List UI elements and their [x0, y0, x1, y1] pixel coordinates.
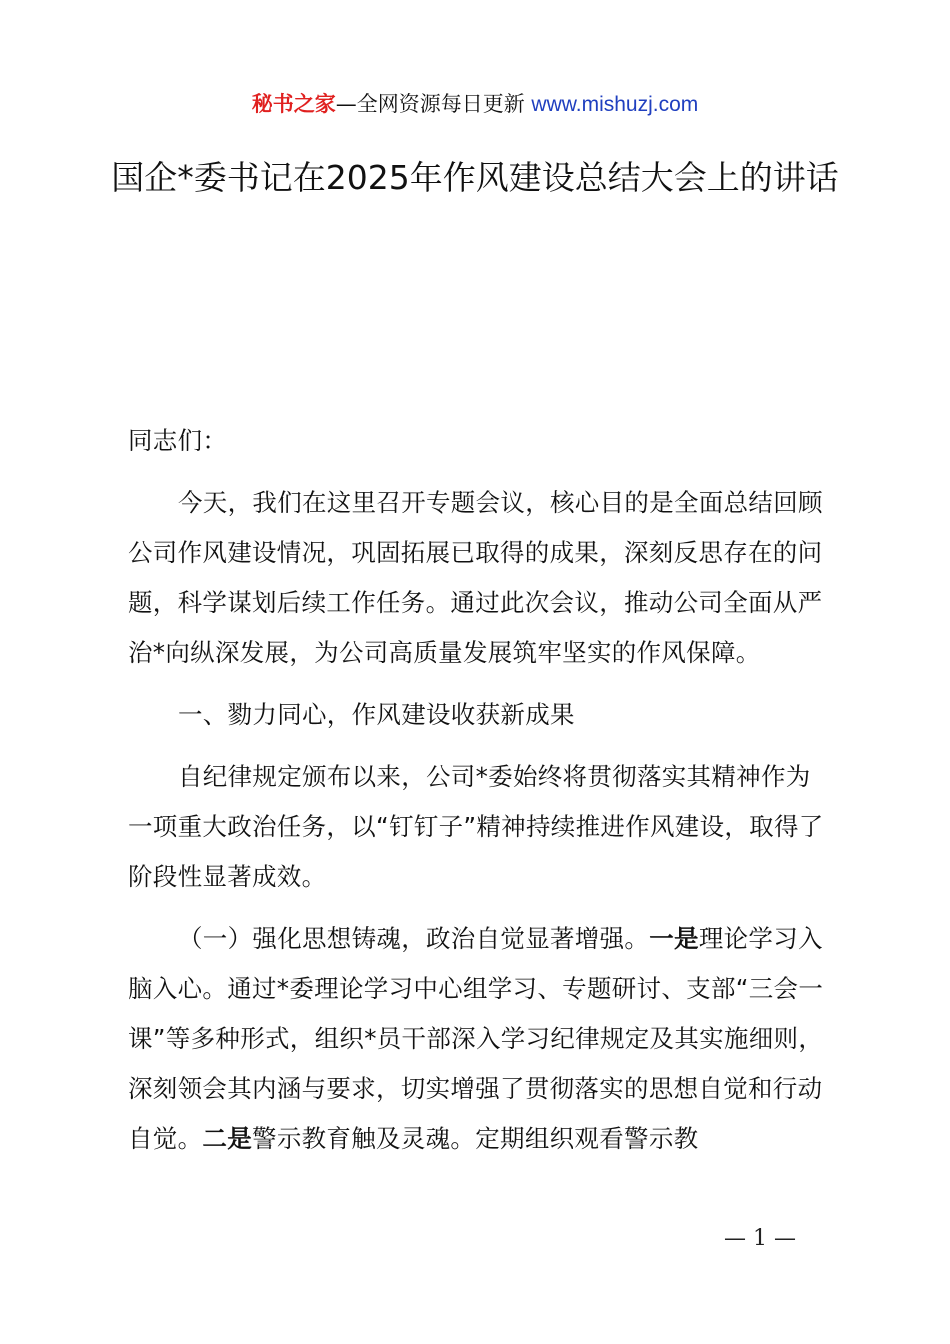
site-tagline: —全网资源每日更新: [335, 92, 532, 116]
subsection-heading: （一）强化思想铸魂，政治自觉显著增强。: [178, 924, 650, 953]
point-1-label: 一是: [649, 924, 699, 953]
intro-paragraph: 今天，我们在这里召开专题会议，核心目的是全面总结回顾公司作风建设情况，巩固拓展已取得的成果，深刻反思存在的问题，科学谋划后续工作任务。通过此次会议，推动公司全面从严治*向纵深发展，为公司高质量发展筑牢坚实的作风保障。: [128, 488, 823, 667]
section-heading-1: 一、勠力同心，作风建设收获新成果: [178, 700, 575, 729]
site-url-link[interactable]: www.mishuzj.com: [531, 93, 699, 116]
page-number: — 1 —: [724, 1226, 796, 1251]
subsection-paragraph-1: [128, 914, 834, 1164]
site-name: 秘书之家: [251, 92, 336, 116]
salutation: 同志们：: [128, 426, 228, 455]
section-intro-paragraph: 自纪律规定颁布以来，公司*委始终将贯彻落实其精神作为一项重大政治任务，以“钉钉子”精神持续推进作风建设，取得了阶段性显著成效。: [128, 762, 824, 891]
point-2-text: 警示教育触及灵魂。定期组织观看警示教: [252, 1124, 699, 1153]
point-1-text: 理论学习入脑入心。通过*委理论学习中心组学习、专题研讨、支部“三会一课”等多种形式，组织*员干部深入学习纪律规定及其实施细则，深刻领会其内涵与要求，切实增强了贯彻落实的思想自觉和行动自觉。: [128, 924, 824, 1153]
site-header: [0, 86, 950, 123]
point-2-label: 二是: [202, 1124, 253, 1153]
document-title: 国企*委书记在2025年作风建设总结大会上的讲话: [111, 158, 839, 197]
